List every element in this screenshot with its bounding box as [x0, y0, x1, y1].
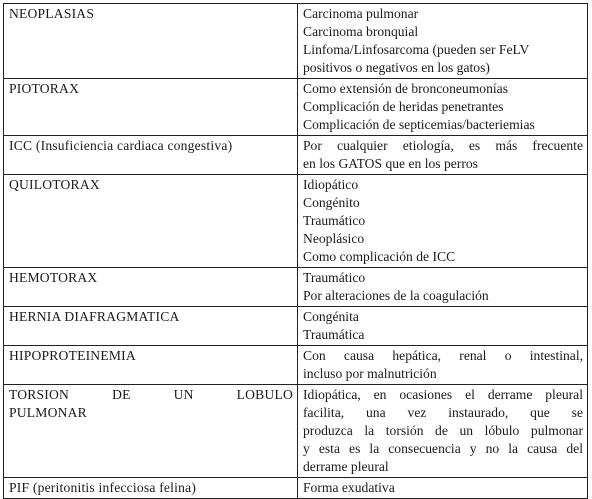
- condition-cell: [4, 79, 298, 136]
- cause-line: positivos o negativos en los gatos): [303, 60, 490, 75]
- table-row: [4, 385, 588, 478]
- cause-line: Traumático: [303, 270, 366, 285]
- cause-line: Complicación de septicemias/bacteriemias: [303, 117, 535, 132]
- condition-cell: [4, 307, 298, 346]
- cause-line: facilita, una vez instaurado, que se: [303, 405, 583, 420]
- cause-line: Congénito: [303, 195, 360, 210]
- cause-line: y esta es la consecuencia y no la causa del: [303, 441, 583, 456]
- cause-line: Congénita: [303, 309, 359, 324]
- condition-cell: [4, 175, 298, 268]
- condition-label: NEOPLASIAS: [9, 6, 95, 21]
- cause-line: produzca la torsión de un lóbulo pulmonar: [303, 423, 583, 438]
- condition-cell: [4, 268, 298, 307]
- condition-label: QUILOTORAX: [9, 177, 100, 192]
- table-row: [4, 4, 588, 79]
- condition-label: HIPOPROTEINEMIA: [9, 348, 136, 363]
- cause-line: Traumática: [303, 327, 365, 342]
- cause-line: Forma exudativa: [303, 480, 395, 495]
- causes-cell: [298, 346, 588, 385]
- cause-line: Por cualquier etiología, es más frecuente: [303, 138, 583, 153]
- causes-cell: [298, 136, 588, 175]
- condition-label: PIOTORAX: [9, 81, 80, 96]
- cause-line: Traumático: [303, 213, 366, 228]
- table-row: [4, 175, 588, 268]
- cause-line: Idiopática, en ocasiones el derrame pleural: [303, 387, 583, 402]
- cause-line: Linfoma/Linfosarcoma (pueden ser FeLV: [303, 42, 530, 57]
- table-row: [4, 478, 588, 499]
- condition-label: PIF (peritonitis infecciosa felina): [9, 480, 197, 495]
- cause-line: Carcinoma pulmonar: [303, 6, 419, 21]
- causes-cell: [298, 175, 588, 268]
- causes-cell: [298, 79, 588, 136]
- table-row: [4, 79, 588, 136]
- causes-cell: [298, 4, 588, 79]
- condition-cell: [4, 478, 298, 499]
- cause-line: Carcinoma bronquial: [303, 24, 419, 39]
- causes-cell: [298, 268, 588, 307]
- table-row: [4, 268, 588, 307]
- table-row: [4, 307, 588, 346]
- cause-line: Idiopático: [303, 177, 359, 192]
- condition-label: HERNIA DIAFRAGMATICA: [9, 309, 180, 324]
- condition-cell: [4, 4, 298, 79]
- cause-line: incluso por malnutrición: [303, 366, 437, 381]
- table-row: [4, 136, 588, 175]
- cause-line: Neoplásico: [303, 231, 365, 246]
- cause-line: en los GATOS que en los perros: [303, 156, 478, 171]
- condition-label: HEMOTORAX: [9, 270, 98, 285]
- cause-line: Como complicación de ICC: [303, 249, 456, 264]
- condition-cell: [4, 136, 298, 175]
- cause-line: Complicación de heridas penetrantes: [303, 99, 504, 114]
- causes-cell: [298, 385, 588, 478]
- pleural-effusion-causes-table: [3, 3, 588, 499]
- causes-cell: [298, 478, 588, 499]
- cause-line: Como extensión de bronconeumonías: [303, 81, 509, 96]
- causes-cell: [298, 307, 588, 346]
- condition-cell: [4, 385, 298, 478]
- table-row: [4, 346, 588, 385]
- cause-line: Por alteraciones de la coagulación: [303, 288, 489, 303]
- cause-line: derrame pleural: [303, 459, 389, 474]
- condition-label: TORSION DE UN LOBULO PULMONAR: [9, 387, 293, 420]
- condition-cell: [4, 346, 298, 385]
- condition-label: ICC (Insuficiencia cardiaca congestiva): [9, 138, 233, 153]
- cause-line: Con causa hepática, renal o intestinal,: [303, 348, 583, 363]
